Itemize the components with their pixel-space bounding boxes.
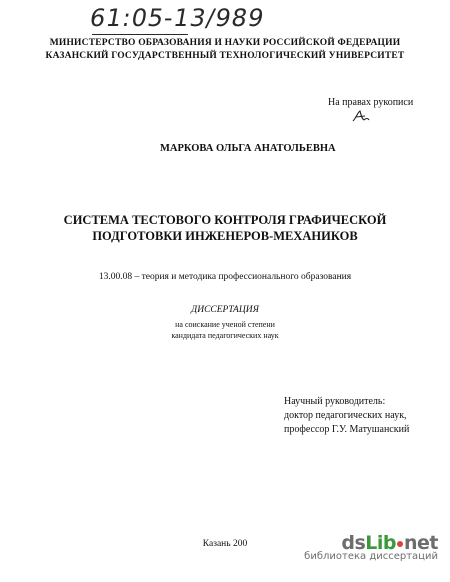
ministry-heading: МИНИСТЕРСТВО ОБРАЗОВАНИЯ И НАУКИ РОССИЙСКОЙ ФЕДЕРАЦИИ — [49, 38, 401, 48]
supervisor-degree: доктор педагогических наук, — [284, 410, 407, 421]
archive-stamp: 61:05-13/989 — [87, 4, 267, 32]
logo-dot-icon — [397, 541, 403, 547]
degree-purpose-line1: на соискание ученой степени — [175, 320, 275, 329]
dissertation-title-line2: ПОДГОТОВКИ ИНЖЕНЕРОВ-МЕХАНИКОВ — [92, 229, 358, 243]
dissertation-title-line1: СИСТЕМА ТЕСТОВОГО КОНТРОЛЯ ГРАФИЧЕСКОЙ — [63, 213, 387, 227]
author-name: МАРКОВА ОЛЬГА АНАТОЛЬЕВНА — [160, 143, 336, 154]
degree-purpose-line2: кандидата педагогических наук — [171, 331, 279, 340]
supervisor-name: профессор Г.У. Матушанский — [284, 424, 410, 435]
specialty-code: 13.00.08 – теория и методика профессионального образования — [98, 272, 352, 282]
logo-suffix: net — [404, 532, 438, 554]
dslib-watermark[interactable] — [304, 532, 438, 562]
rights-note: На правах рукописи — [328, 97, 414, 108]
logo-prefix: ds — [341, 532, 366, 554]
stamp-underline — [92, 34, 188, 35]
university-heading: КАЗАНСКИЙ ГОСУДАРСТВЕННЫЙ ТЕХНОЛОГИЧЕСКИЙ УНИВЕРСИТЕТ — [45, 51, 405, 61]
document-type: ДИССЕРТАЦИЯ — [191, 305, 259, 315]
logo-main: Lib — [365, 532, 396, 554]
supervisor-label: Научный руководитель: — [284, 396, 386, 407]
signature-mark — [352, 109, 370, 123]
watermark-tagline: библиотека диссертаций — [304, 551, 438, 562]
city-year: Казань 200 — [202, 539, 248, 549]
